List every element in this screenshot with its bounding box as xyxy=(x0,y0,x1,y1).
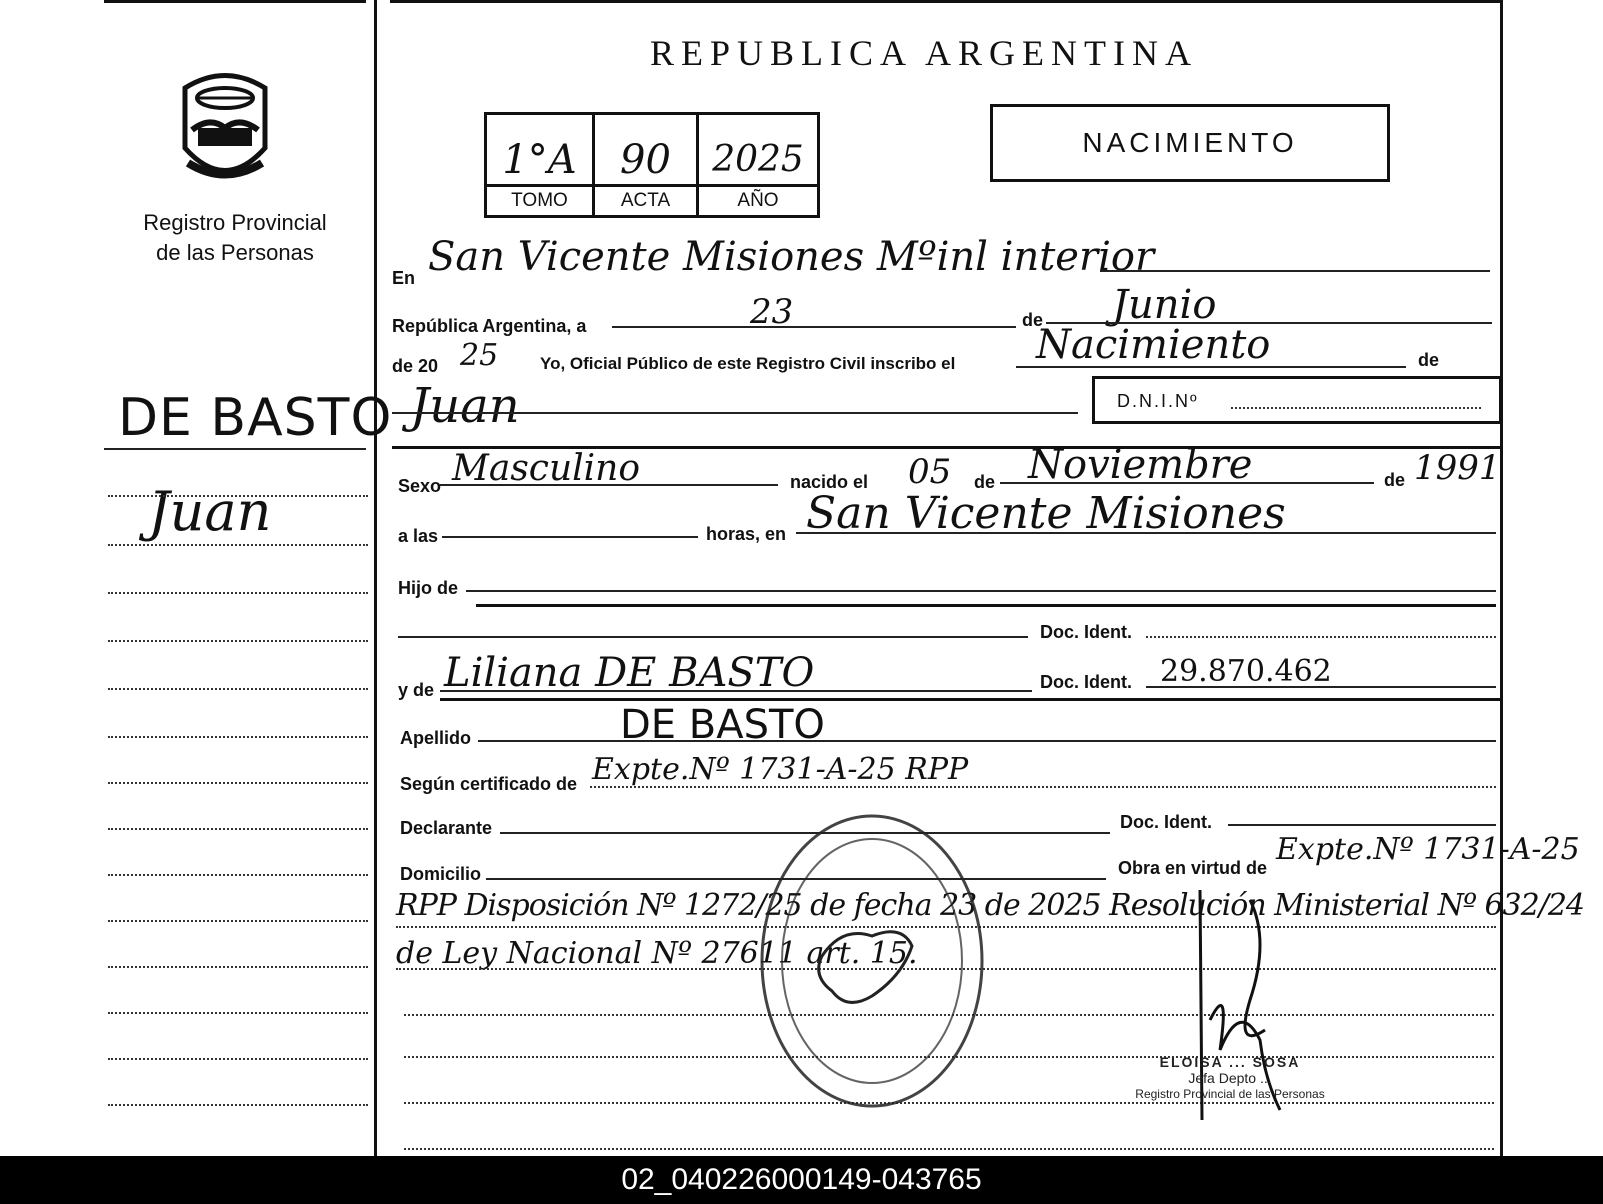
event-line xyxy=(1016,366,1406,368)
name-value: Juan xyxy=(410,378,520,434)
obra-label: Obra en virtud de xyxy=(1118,858,1268,878)
right-border xyxy=(1500,0,1503,1160)
record-type: NACIMIENTO xyxy=(1082,127,1298,158)
alas-label: a las xyxy=(398,526,439,546)
dni-line xyxy=(1231,407,1481,409)
domicilio-label: Domicilio xyxy=(400,864,482,884)
margin-line xyxy=(108,495,368,497)
margin-line xyxy=(108,782,368,784)
father-doc-line xyxy=(1146,636,1496,638)
month-value: Junio xyxy=(1112,282,1217,328)
sexo-line xyxy=(440,484,778,486)
father-line xyxy=(398,636,1028,638)
record-number-box xyxy=(484,112,820,218)
margin-line xyxy=(108,1058,368,1060)
day-value: 23 xyxy=(750,292,794,332)
note-line-1: RPP Disposición Nº 1272/25 de fecha 23 de 2025 Resolución Ministerial Nº 632/24 xyxy=(396,888,1585,923)
official-stamp xyxy=(752,806,992,1116)
de-label-3: de xyxy=(974,472,996,492)
mother-line xyxy=(440,690,1032,692)
doc-ident-label: Doc. Ident. xyxy=(1040,622,1133,642)
margin-line xyxy=(108,736,368,738)
place-line xyxy=(1100,270,1490,272)
margin-line xyxy=(108,1104,368,1106)
declarante-doc-line xyxy=(1228,824,1496,826)
margin-surname-underline xyxy=(104,448,366,450)
margin-line xyxy=(108,1012,368,1014)
margin-line xyxy=(108,640,368,642)
left-column-divider xyxy=(374,0,377,1160)
margin-line xyxy=(108,828,368,830)
tomo-value: 1°A xyxy=(487,115,595,184)
mother-doc-line xyxy=(1146,686,1496,688)
birth-place-value: San Vicente Misiones xyxy=(806,488,1286,539)
hijo-label: Hijo de xyxy=(398,578,459,598)
de-label: de xyxy=(1022,310,1044,330)
signature-title-2: Registro Provincial de las Personas xyxy=(1135,1087,1325,1101)
republica-label: República Argentina, a xyxy=(392,316,587,336)
signature-block xyxy=(1100,1054,1360,1102)
margin-line xyxy=(108,688,368,690)
dni-label: D.N.I.Nº xyxy=(1117,391,1199,411)
top-rule-left xyxy=(104,0,366,3)
margin-line xyxy=(108,966,368,968)
de-label-2: de xyxy=(1418,350,1440,370)
sexo-value: Masculino xyxy=(452,448,641,489)
anio-value: 2025 xyxy=(712,139,804,180)
margin-line xyxy=(108,592,368,594)
mother-value: Liliana DE BASTO xyxy=(444,650,815,696)
acta-value: 90 xyxy=(595,115,699,184)
name-line xyxy=(392,412,1078,414)
hijo-line xyxy=(466,590,1496,592)
segun-line xyxy=(590,786,1496,788)
signature-title-1: Jefa Depto ... xyxy=(1188,1070,1272,1086)
yde-label: y de xyxy=(398,680,435,700)
doc-ident-label-2: Doc. Ident. xyxy=(1040,672,1133,692)
segun-value: Expte.Nº 1731-A-25 RPP xyxy=(592,752,969,787)
birth-month-line xyxy=(1000,482,1374,484)
birth-year-value: 1991 xyxy=(1414,448,1501,488)
note-line-2: de Ley Nacional Nº 27611 art. 15. xyxy=(396,936,918,971)
anio-label: AÑO xyxy=(737,190,779,211)
footer-bar xyxy=(0,1156,1603,1204)
birth-place-line xyxy=(796,532,1496,534)
margin-line xyxy=(108,544,368,546)
record-type-box xyxy=(990,104,1390,182)
apellido-value: DE BASTO xyxy=(620,702,825,748)
registry-name xyxy=(104,208,366,268)
top-rule-right xyxy=(390,0,1500,3)
de-label-4: de xyxy=(1384,470,1406,490)
mother-rule xyxy=(440,698,1500,701)
note-rule-6 xyxy=(404,1148,1494,1150)
misiones-seal-icon xyxy=(170,68,280,190)
nacido-label: nacido el xyxy=(790,472,869,492)
dni-box xyxy=(1092,376,1502,424)
doc-ident-label-3: Doc. Ident. xyxy=(1120,812,1213,832)
margin-line xyxy=(108,920,368,922)
day-line xyxy=(612,326,1016,328)
document-id: 02_040226000149-043765 xyxy=(621,1163,982,1196)
oficial-label: Yo, Oficial Público de este Registro Civil inscribo el xyxy=(540,354,956,373)
apellido-line xyxy=(478,740,1496,742)
acta-label: ACTA xyxy=(595,187,699,215)
signature-name: ELOISA ... SOSA xyxy=(1159,1054,1301,1070)
hour-line xyxy=(442,536,698,538)
declarante-label: Declarante xyxy=(400,818,493,838)
tomo-label: TOMO xyxy=(487,187,595,215)
margin-given-name: Juan xyxy=(148,480,272,543)
registry-name-line1: Registro Provincial xyxy=(143,210,327,235)
place-value: San Vicente Misiones Mºinl interior xyxy=(428,234,1155,280)
margin-line xyxy=(108,874,368,876)
obra-value: Expte.Nº 1731-A-25 xyxy=(1276,832,1580,867)
en-label: En xyxy=(392,268,416,288)
event-value: Nacimiento xyxy=(1036,322,1271,368)
horas-label: horas, en xyxy=(706,524,787,544)
de20-label: de 20 xyxy=(392,356,439,376)
apellido-label: Apellido xyxy=(400,728,471,748)
birth-month-value: Noviembre xyxy=(1028,442,1253,488)
year-value: 25 xyxy=(460,338,499,373)
segun-label: Según certificado de xyxy=(400,774,578,794)
hijo-rule xyxy=(476,604,1496,607)
page-title: REPUBLICA ARGENTINA xyxy=(650,33,1199,73)
registry-name-line2: de las Personas xyxy=(156,240,314,265)
sexo-label: Sexo xyxy=(398,476,442,496)
mother-doc-value: 29.870.462 xyxy=(1160,654,1332,689)
birth-day-value: 05 xyxy=(908,452,952,492)
margin-surname: DE BASTO xyxy=(118,388,393,448)
